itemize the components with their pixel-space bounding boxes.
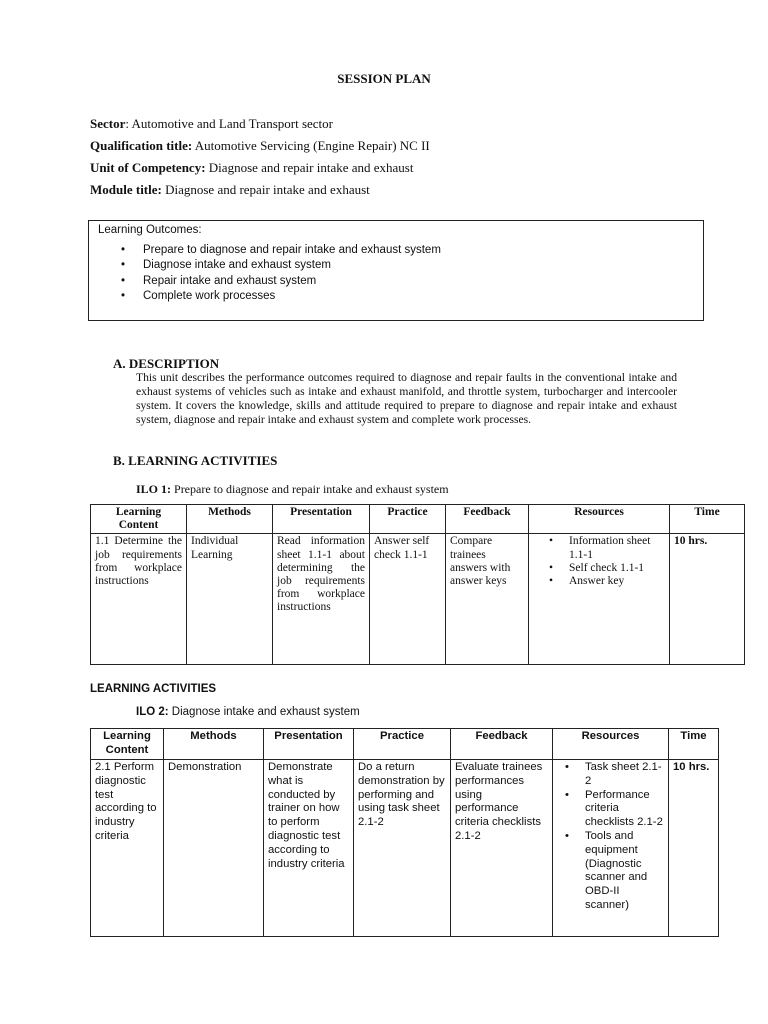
list-item: • Answer key [549, 575, 625, 588]
table-row [91, 534, 745, 665]
description-body: This unit describes the performance outcomes required to diagnose and repair faults in the conventional intake and exhaust systems of vehicles such as intake and exhaust manifold, and throttle system, turbocharger and intercooler system. It covers the knowledge, skills and attitude required to prepare to diagnose and repair intake and exhaust system, diagnose and repair intake and exhaust system and complete work processes. [136, 371, 677, 426]
list-item: • Complete work processes [143, 289, 441, 304]
resources-list [557, 761, 664, 913]
col-header-resources: Resources [529, 505, 670, 534]
bullet-icon: • [565, 829, 569, 842]
learning-activities-2-heading: LEARNING ACTIVITIES [90, 683, 217, 695]
bullet-icon: • [121, 244, 126, 256]
col-header-feedback: Feedback [446, 505, 529, 534]
bullet-icon: • [549, 535, 554, 548]
list-item: • Tools and equipment (Diagnostic scanner and OBD-II scanner) [565, 829, 648, 911]
bullet-icon: • [121, 290, 126, 303]
list-item: • Information sheet 1.1-1 [549, 535, 651, 561]
ilo2-line [136, 706, 360, 718]
description-heading: A. DESCRIPTION [113, 356, 220, 371]
col-header-presentation: Presentation [264, 729, 354, 760]
sector-line [90, 116, 333, 132]
bullet-icon: • [121, 274, 126, 287]
resources-list [533, 535, 665, 588]
sector-label: Sector [90, 116, 126, 131]
cell-resources [529, 534, 670, 665]
module-value: Diagnose and repair intake and exhaust [161, 182, 370, 197]
col-header-presentation: Presentation [273, 505, 370, 534]
col-header-feedback: Feedback [451, 729, 553, 760]
sector-value: : Automotive and Land Transport sector [125, 116, 333, 131]
list-item: • Prepare to diagnose and repair intake and exhaust system [143, 243, 441, 258]
unit-line [90, 160, 413, 176]
unit-label: Unit of Competency: [90, 160, 206, 175]
cell-methods: Demonstration [164, 760, 264, 937]
list-item: • Repair intake and exhaust system [143, 274, 441, 289]
ilo1-line [136, 482, 449, 497]
table-row [91, 760, 719, 937]
cell-resources [553, 760, 669, 937]
qualification-value: Automotive Servicing (Engine Repair) NC II [192, 138, 430, 153]
cell-time: 10 hrs. [669, 760, 719, 937]
cell-time: 10 hrs. [670, 534, 745, 665]
cell-methods: Individual Learning [187, 534, 273, 665]
qualification-line [90, 138, 430, 154]
ilo2-label: ILO 2: [136, 706, 169, 718]
bullet-icon: • [549, 561, 554, 574]
cell-feedback: Evaluate trainees performances using performance criteria checklists 2.1-2 [451, 760, 553, 937]
list-item: • Task sheet 2.1-2 [565, 761, 662, 787]
learning-outcomes-header: Learning Outcomes: [98, 224, 202, 236]
ilo2-text: Diagnose intake and exhaust system [168, 706, 360, 718]
col-header-learning-content: Learning Content [91, 729, 164, 760]
bullet-icon: • [565, 761, 569, 773]
col-header-learning-content: Learning Content [91, 505, 187, 534]
table-header-row [91, 505, 745, 534]
col-header-time: Time [670, 505, 745, 534]
learning-outcomes-box [88, 220, 704, 321]
col-header-practice: Practice [354, 729, 451, 760]
cell-learning-content: 1.1 Determine the job requirements from workplace instructions [91, 534, 187, 665]
cell-learning-content: 2.1 Perform diagnostic test according to industry criteria [91, 760, 164, 937]
bullet-icon: • [549, 575, 554, 588]
ilo1-label: ILO 1: [136, 482, 172, 496]
bullet-icon: • [565, 788, 569, 801]
list-item: • Diagnose intake and exhaust system [143, 258, 441, 273]
col-header-practice: Practice [370, 505, 446, 534]
ilo2-table [90, 728, 719, 937]
cell-presentation: Demonstrate what is conducted by trainer on how to perform diagnostic test according to industry criteria [264, 760, 354, 937]
bullet-icon: • [121, 259, 126, 272]
cell-feedback: Compare trainees answers with answer keys [446, 534, 529, 665]
col-header-time: Time [669, 729, 719, 760]
learning-activities-heading: B. LEARNING ACTIVITIES [113, 453, 278, 468]
page-title: SESSION PLAN [337, 71, 431, 86]
table-header-row [91, 729, 719, 760]
qualification-label: Qualification title: [90, 138, 193, 153]
cell-practice: Answer self check 1.1-1 [370, 534, 446, 665]
ilo1-table [90, 504, 745, 665]
unit-value: Diagnose and repair intake and exhaust [205, 160, 414, 175]
ilo1-text: Prepare to diagnose and repair intake and exhaust system [171, 482, 449, 496]
col-header-methods: Methods [164, 729, 264, 760]
cell-practice: Do a return demonstration by performing and using task sheet 2.1-2 [354, 760, 451, 937]
learning-outcomes-list [89, 243, 441, 305]
cell-presentation: Read information sheet 1.1-1 about determining the job requirements from workplace instructions [273, 534, 370, 665]
col-header-resources: Resources [553, 729, 669, 760]
module-label: Module title: [90, 182, 162, 197]
list-item: • Self check 1.1-1 [549, 561, 645, 574]
col-header-methods: Methods [187, 505, 273, 534]
module-line [90, 182, 370, 198]
list-item: • Performance criteria checklists 2.1-2 [565, 788, 663, 829]
